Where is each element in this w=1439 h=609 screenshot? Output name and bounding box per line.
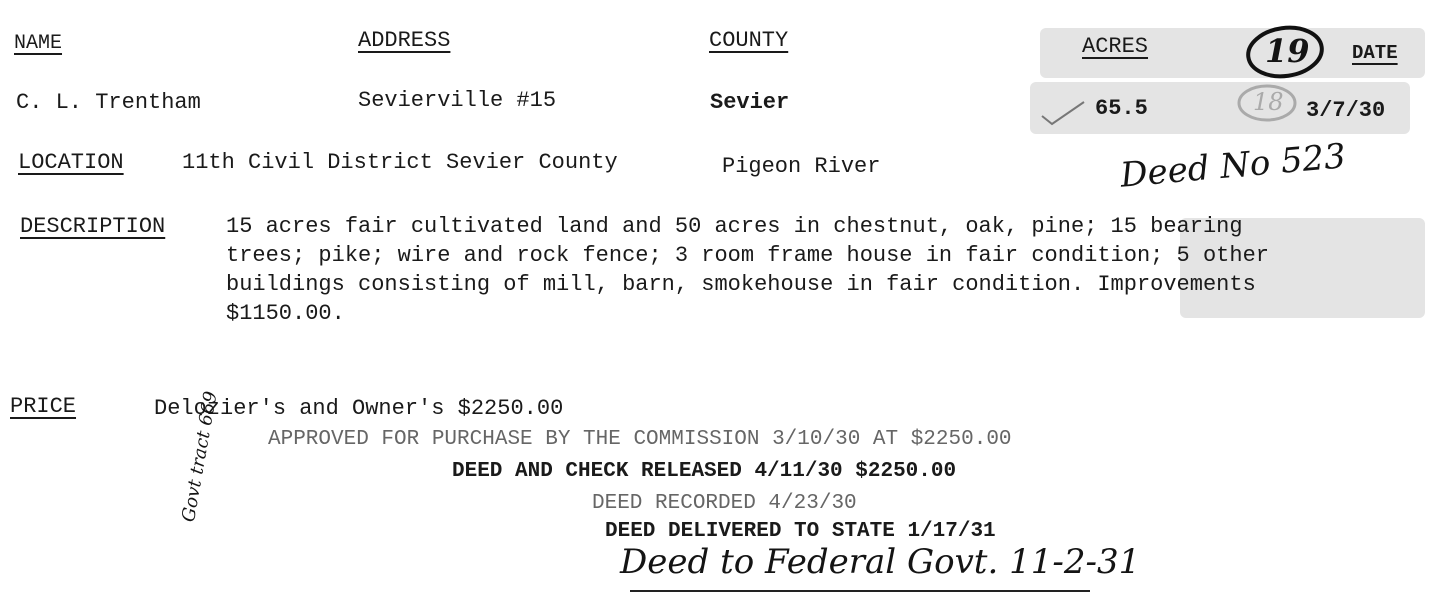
checkmark-icon [1040,98,1086,126]
description-line: 15 acres fair cultivated land and 50 acres in chestnut, oak, pine; 15 bearing [226,214,1243,239]
deed-delivered-stamp: DEED DELIVERED TO STATE 1/17/31 [605,520,996,543]
deed-recorded-stamp: DEED RECORDED 4/23/30 [592,492,857,515]
price-value: Delozier's and Owner's $2250.00 [154,396,564,421]
federal-deed-note: Deed to Federal Govt. 11-2-31 [620,542,1141,582]
signature-underline [630,590,1090,592]
description-line: $1150.00. [226,301,345,326]
acres-value: 65.5 [1095,96,1148,121]
description-header: DESCRIPTION [20,214,166,239]
date-value: 3/7/30 [1306,98,1386,123]
location-river: Pigeon River [722,154,881,179]
county-value: Sevier [710,90,790,115]
circled-number-19 [1245,24,1325,80]
approved-stamp: APPROVED FOR PURCHASE BY THE COMMISSION 3/10/30 AT $2250.00 [268,428,1012,451]
circled-number-bottom: 18 [1253,88,1284,116]
name-header: NAME [14,32,63,55]
address-value: Sevierville #15 [358,88,557,113]
acres-header: ACRES [1082,34,1149,59]
owner-name: C. L. Trentham [16,90,201,115]
description-line: buildings consisting of mill, barn, smokehouse in fair condition. Improvements [226,272,1256,297]
address-header: ADDRESS [358,28,451,53]
deed-released-stamp: DEED AND CHECK RELEASED 4/11/30 $2250.00 [452,460,957,483]
circled-number-18 [1236,82,1298,124]
location-header: LOCATION [18,150,124,175]
circled-number-top: 19 [1265,32,1310,70]
deed-number-handwritten: Deed No 523 [1118,136,1348,196]
margin-note: Govt tract 669 [178,389,222,524]
description-line: trees; pike; wire and rock fence; 3 room frame house in fair condition; 5 other [226,243,1269,268]
location-value: 11th Civil District Sevier County [182,150,618,175]
date-header: DATE [1352,42,1398,64]
price-header: PRICE [10,394,77,419]
county-header: COUNTY [709,28,789,53]
